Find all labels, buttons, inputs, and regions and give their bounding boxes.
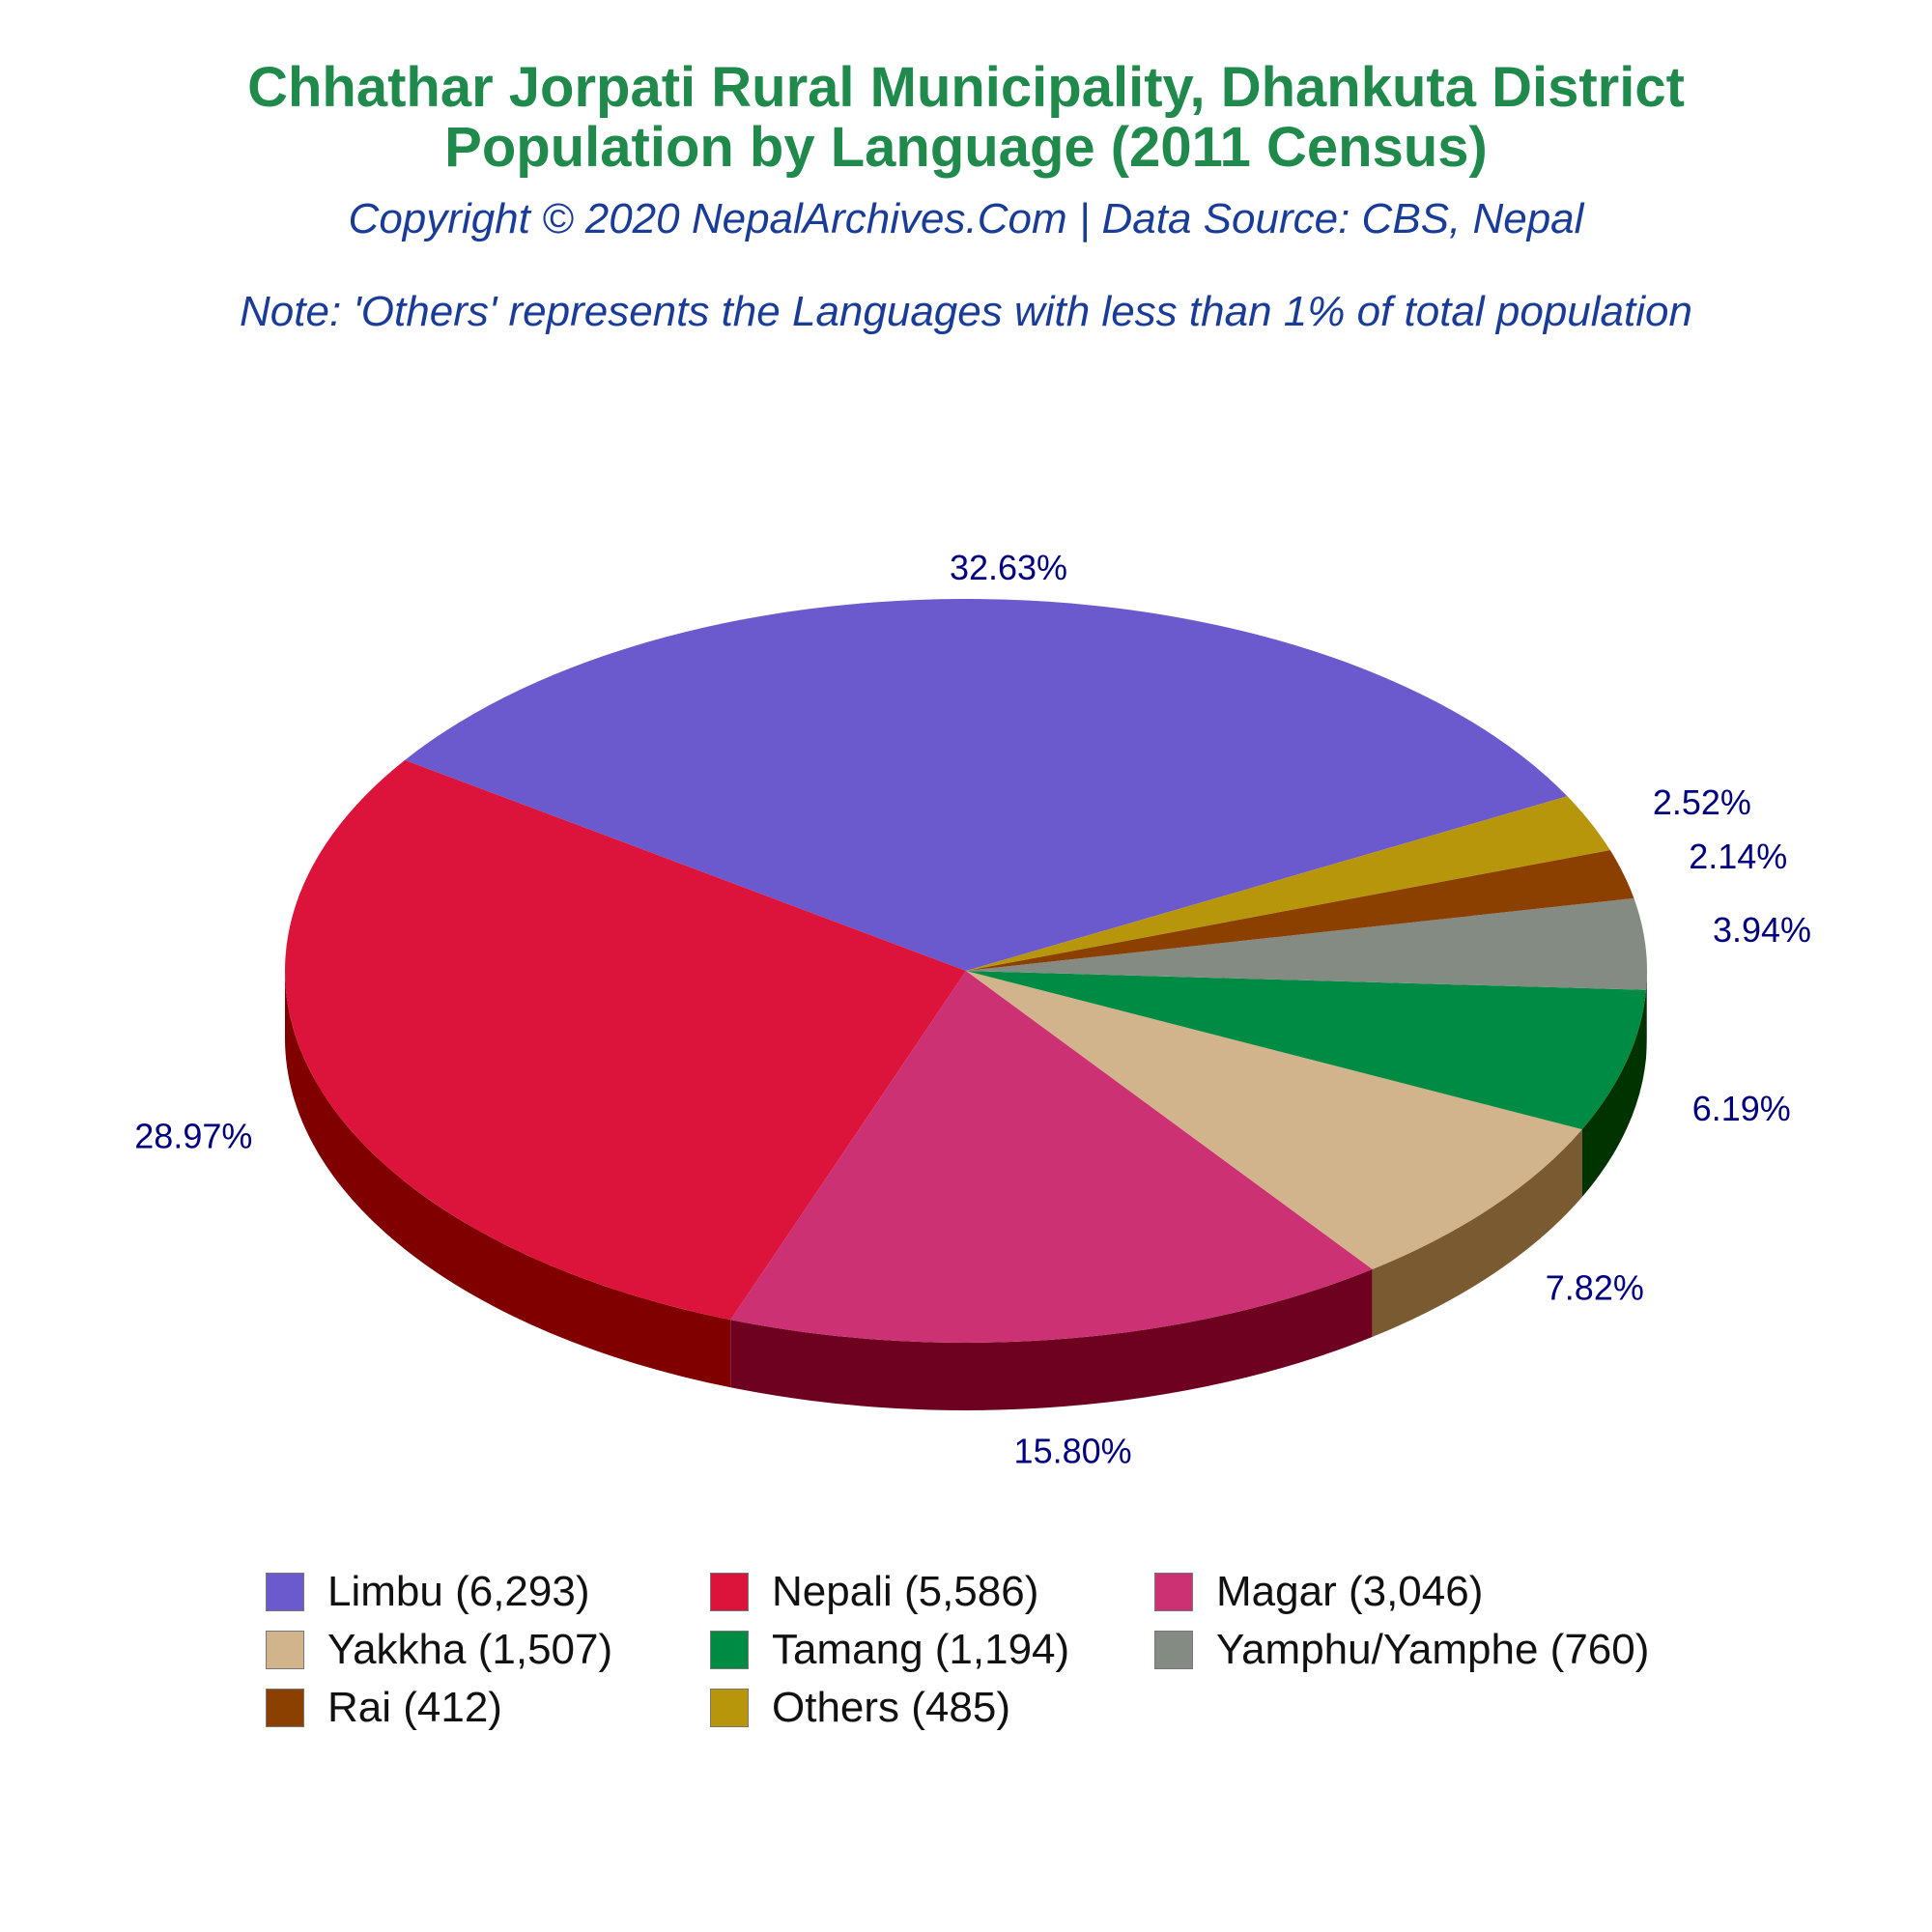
- pie-label-yakkha: 7.82%: [1545, 1267, 1644, 1308]
- legend-label: Magar (3,046): [1216, 1568, 1484, 1615]
- chart-subtitle: Copyright © 2020 NepalArchives.Com | Data Source: CBS, Nepal: [348, 195, 1584, 242]
- legend-swatch: [1154, 1631, 1193, 1669]
- pie-label-magar: 15.80%: [1013, 1431, 1132, 1471]
- legend-swatch: [266, 1573, 304, 1611]
- legend-swatch: [1154, 1573, 1193, 1611]
- legend-item-tamang: [710, 1623, 1069, 1677]
- legend-swatch: [266, 1689, 304, 1727]
- legend-item-limbu: [266, 1565, 589, 1619]
- legend-swatch: [710, 1573, 749, 1611]
- legend-item-nepali: [710, 1565, 1038, 1619]
- pie-label-tamang: 6.19%: [1691, 1089, 1791, 1129]
- pie-label-rai: 2.14%: [1689, 837, 1788, 877]
- pie-label-limbu: 32.63%: [949, 548, 1068, 588]
- legend-label: Nepali (5,586): [772, 1568, 1039, 1615]
- legend-label: Others (485): [772, 1684, 1010, 1731]
- legend-item-others: [710, 1681, 1010, 1735]
- pie-label-yamphu-yamphe: 3.94%: [1712, 910, 1812, 951]
- chart-note: Note: 'Others' represents the Languages with less than 1% of total population: [240, 288, 1692, 335]
- legend-swatch: [710, 1631, 749, 1669]
- legend-label: Yakkha (1,507): [327, 1626, 613, 1673]
- legend-item-rai: [266, 1681, 502, 1735]
- legend-item-magar: [1154, 1565, 1483, 1619]
- legend-swatch: [710, 1689, 749, 1727]
- pie-top-faces: [285, 599, 1647, 1343]
- pie-label-others: 2.52%: [1652, 782, 1751, 823]
- chart-title-line-2: Population by Language (2011 Census): [444, 116, 1488, 179]
- chart-title-line-1: Chhathar Jorpati Rural Municipality, Dhankuta District: [247, 56, 1685, 119]
- pie-label-nepali: 28.97%: [134, 1116, 253, 1156]
- legend-label: Limbu (6,293): [327, 1568, 590, 1615]
- legend-label: Rai (412): [327, 1684, 502, 1731]
- legend-swatch: [266, 1631, 304, 1669]
- legend-label: Yamphu/Yamphe (760): [1216, 1626, 1650, 1673]
- legend-item-yakkha: [266, 1623, 612, 1677]
- legend-item-yamphu-yamphe: [1154, 1623, 1649, 1677]
- legend-label: Tamang (1,194): [772, 1626, 1070, 1673]
